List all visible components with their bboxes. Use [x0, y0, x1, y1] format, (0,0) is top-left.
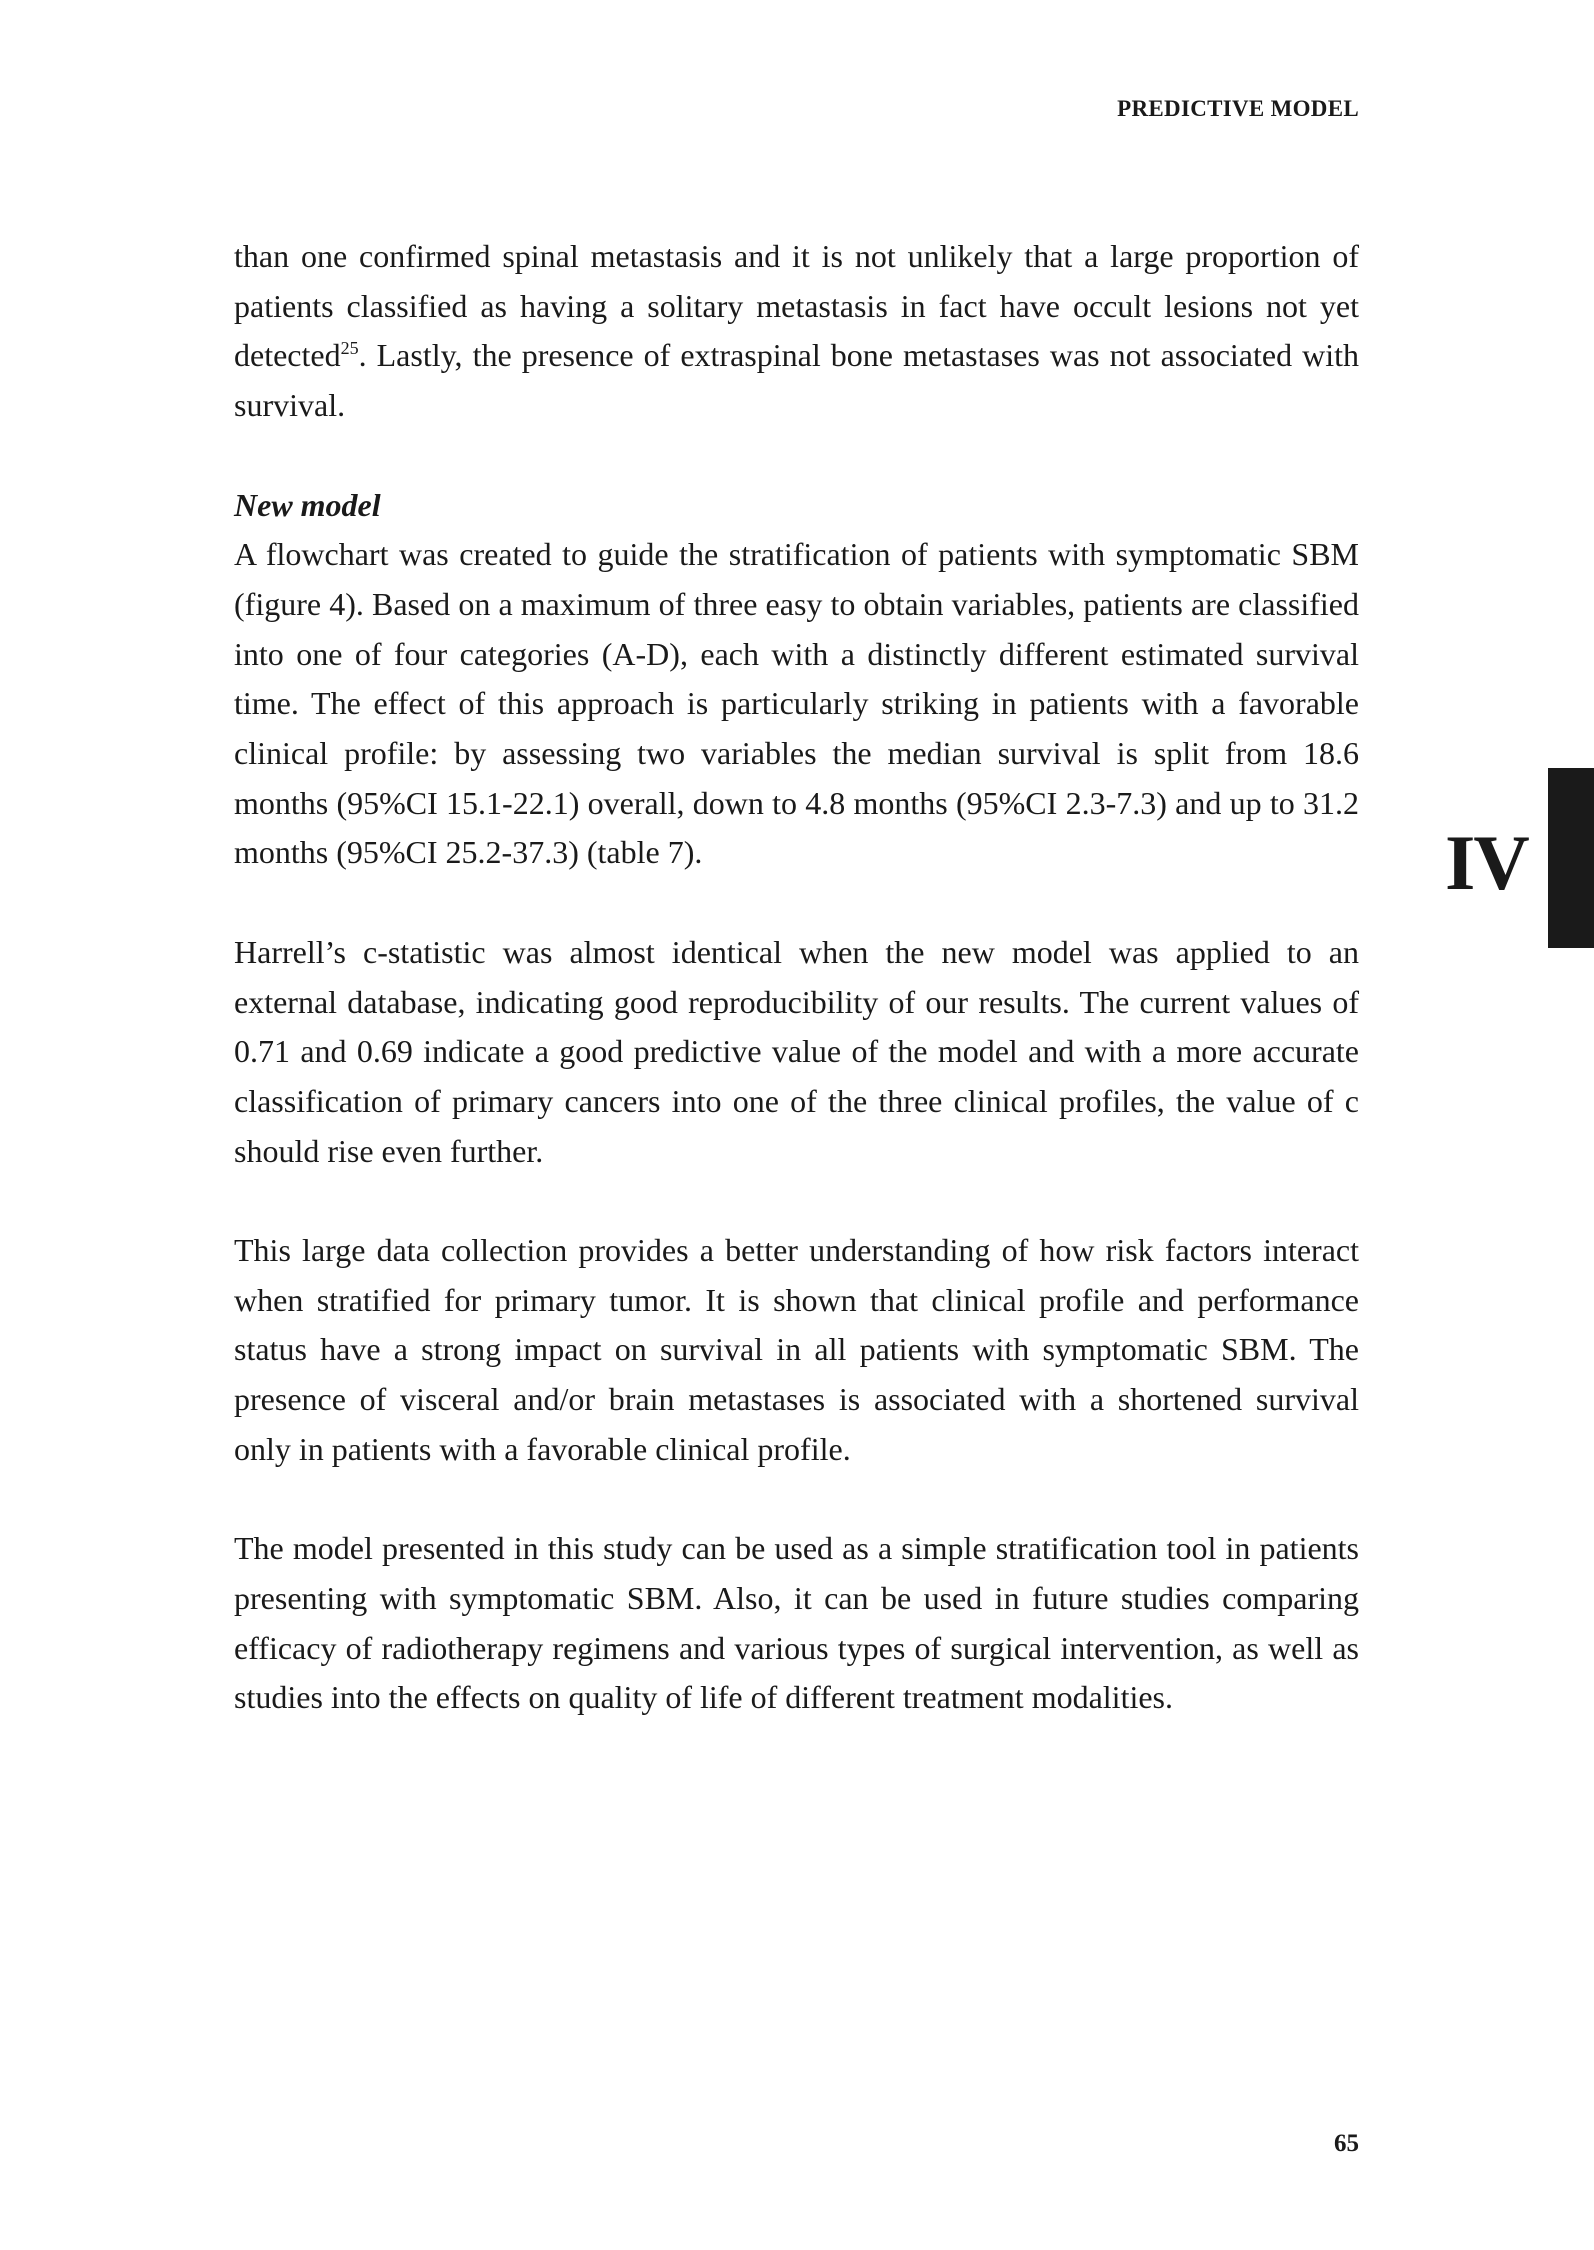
chapter-marker: IV: [1445, 819, 1528, 906]
running-header: PREDICTIVE MODEL: [1117, 96, 1359, 121]
paragraph-3: Harrell’s c-statistic was almost identical when the new model was applied to an external database, indicating good reproducibility of our results. The current values of 0.71 and 0.69 indicate a good predictive value of the model and with a more accurate classification of primary cancers into one of the three clinical profiles, the value of c should rise even further.: [234, 933, 1359, 1169]
section-subheading: New model: [234, 486, 381, 523]
chapter-thumb-tab: [1548, 768, 1594, 948]
body-text: [234, 232, 1359, 1723]
reference-superscript: 25: [340, 338, 359, 359]
paragraph-5: The model presented in this study can be used as a simple stratification tool in patients presenting with symptomatic SBM. Also, it can be used in future studies comparing efficacy of radiotherapy regimens and various types of surgical intervention, as well as studies into the effects on quality of life of different treatment modalities.: [234, 1530, 1359, 1716]
paragraph-1-tail: . Lastly, the presence of extraspinal bone metastases was not associated with survival.: [234, 337, 1359, 424]
paragraph-1: [234, 232, 1359, 431]
paragraph-4: This large data collection provides a better understanding of how risk factors interact when stratified for primary tumor. It is shown that clinical profile and performance status have a strong impact on survival in all patients with symptomatic SBM. The presence of visceral and/or brain metastases is associated with a shortened survival only in patients with a favorable clinical profile.: [234, 1232, 1359, 1467]
page-number: 65: [1334, 2130, 1359, 2157]
paragraph-2: A flowchart was created to guide the stratification of patients with symptomatic SBM (figure 4). Based on a maximum of three easy to obtain variables, patients are classified into one of four categories (A-D), each with a distinctly different estimated survival time. The effect of this approach is particularly striking in patients with a favorable clinical profile: by assessing two variables the median survival is split from 18.6 months (95%CI 15.1-22.1) overall, down to 4.8 months (95%CI 2.3-7.3) and up to 31.2 months (95%CI 25.2-37.3) (table 7).: [234, 536, 1359, 871]
paragraph-1-text: than one confirmed spinal metastasis and it is not unlikely that a large proportion of patients classified as having a solitary metastasis in fact have occult lesions not yet detected: [234, 238, 1359, 374]
